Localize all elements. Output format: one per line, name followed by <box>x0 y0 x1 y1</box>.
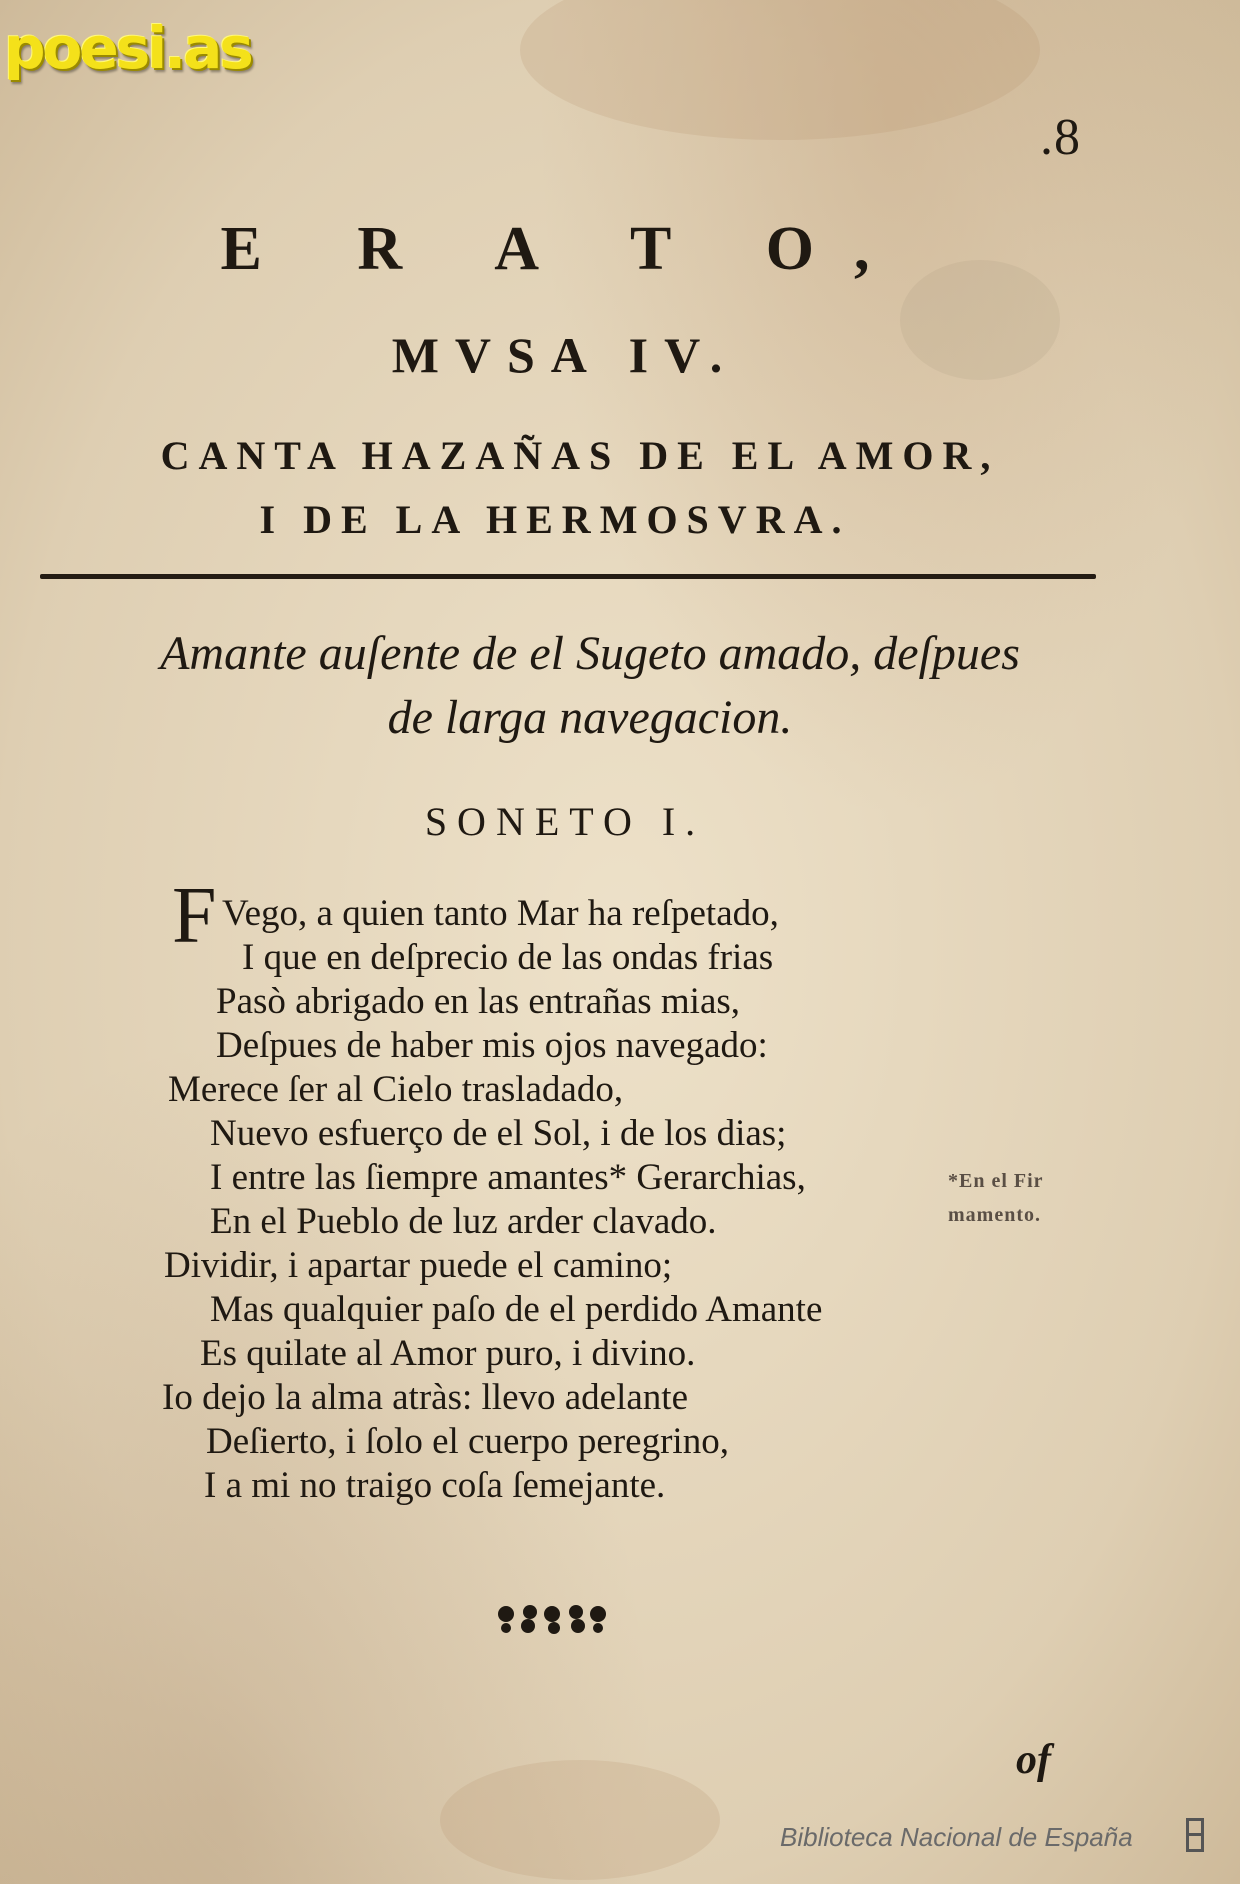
page-number: .8 <box>1040 109 1081 166</box>
verse-line: I entre las ſiempre amantes* Gerarchias, <box>210 1157 806 1198</box>
theme-line-2: I DE LA HERMOSVRA. <box>259 497 851 542</box>
verse-line: Pasò abrigado en las entrañas mias, <box>216 981 741 1022</box>
library-logo-icon <box>1186 1818 1204 1852</box>
verse-line: Dividir, i apartar puede el camino; <box>164 1245 673 1286</box>
verse-line: I que en deſprecio de las ondas frias <box>242 937 774 978</box>
library-attribution: Biblioteca Nacional de España <box>780 1822 1133 1852</box>
horizontal-rule <box>40 574 1096 579</box>
poem-subtitle-line-2: de larga navegacion. <box>387 691 793 744</box>
verse-line: Es quilate al Amor puro, i divino. <box>200 1333 696 1374</box>
verse-line: Vego, a quien tanto Mar ha reſpetado, <box>222 893 779 934</box>
verse-line: Deſierto, i ſolo el cuerpo peregrino, <box>206 1421 729 1462</box>
drop-cap: F <box>172 872 217 960</box>
verse-line: Io dejo la alma atràs: llevo adelante <box>162 1377 688 1418</box>
paper-stain <box>440 1760 720 1880</box>
verse-line: I a mi no traigo coſa ſemejante. <box>204 1465 666 1506</box>
theme-line-1: CANTA HAZAÑAS DE EL AMOR, <box>160 433 1000 478</box>
poesias-logo[interactable]: poesi.as <box>4 14 251 82</box>
verse-line: Nuevo esfuerço de el Sol, i de los dias; <box>210 1113 787 1154</box>
catchword: of <box>1016 1737 1051 1783</box>
verse-line: En el Pueblo de luz arder clavado. <box>210 1201 717 1242</box>
poem-subtitle-line-1: Amante auſente de el Sugeto amado, deſpues <box>160 627 1020 680</box>
margin-note-line-2: mamento. <box>948 1204 1041 1226</box>
fleuron-ornament <box>492 1602 612 1636</box>
sonnet-title: SONETO I. <box>424 799 706 844</box>
verse-line: Mas qualquier paſo de el perdido Amante <box>210 1289 823 1330</box>
verse-line: Merece ſer al Cielo trasladado, <box>168 1069 624 1110</box>
book-title: E R A T O, <box>220 215 910 283</box>
margin-note-line-1: *En el Fir <box>948 1170 1044 1192</box>
paper-stain <box>520 0 1040 140</box>
verse-line: Deſpues de haber mis ojos navegado: <box>216 1025 768 1066</box>
muse-heading: MVSA IV. <box>391 327 739 383</box>
